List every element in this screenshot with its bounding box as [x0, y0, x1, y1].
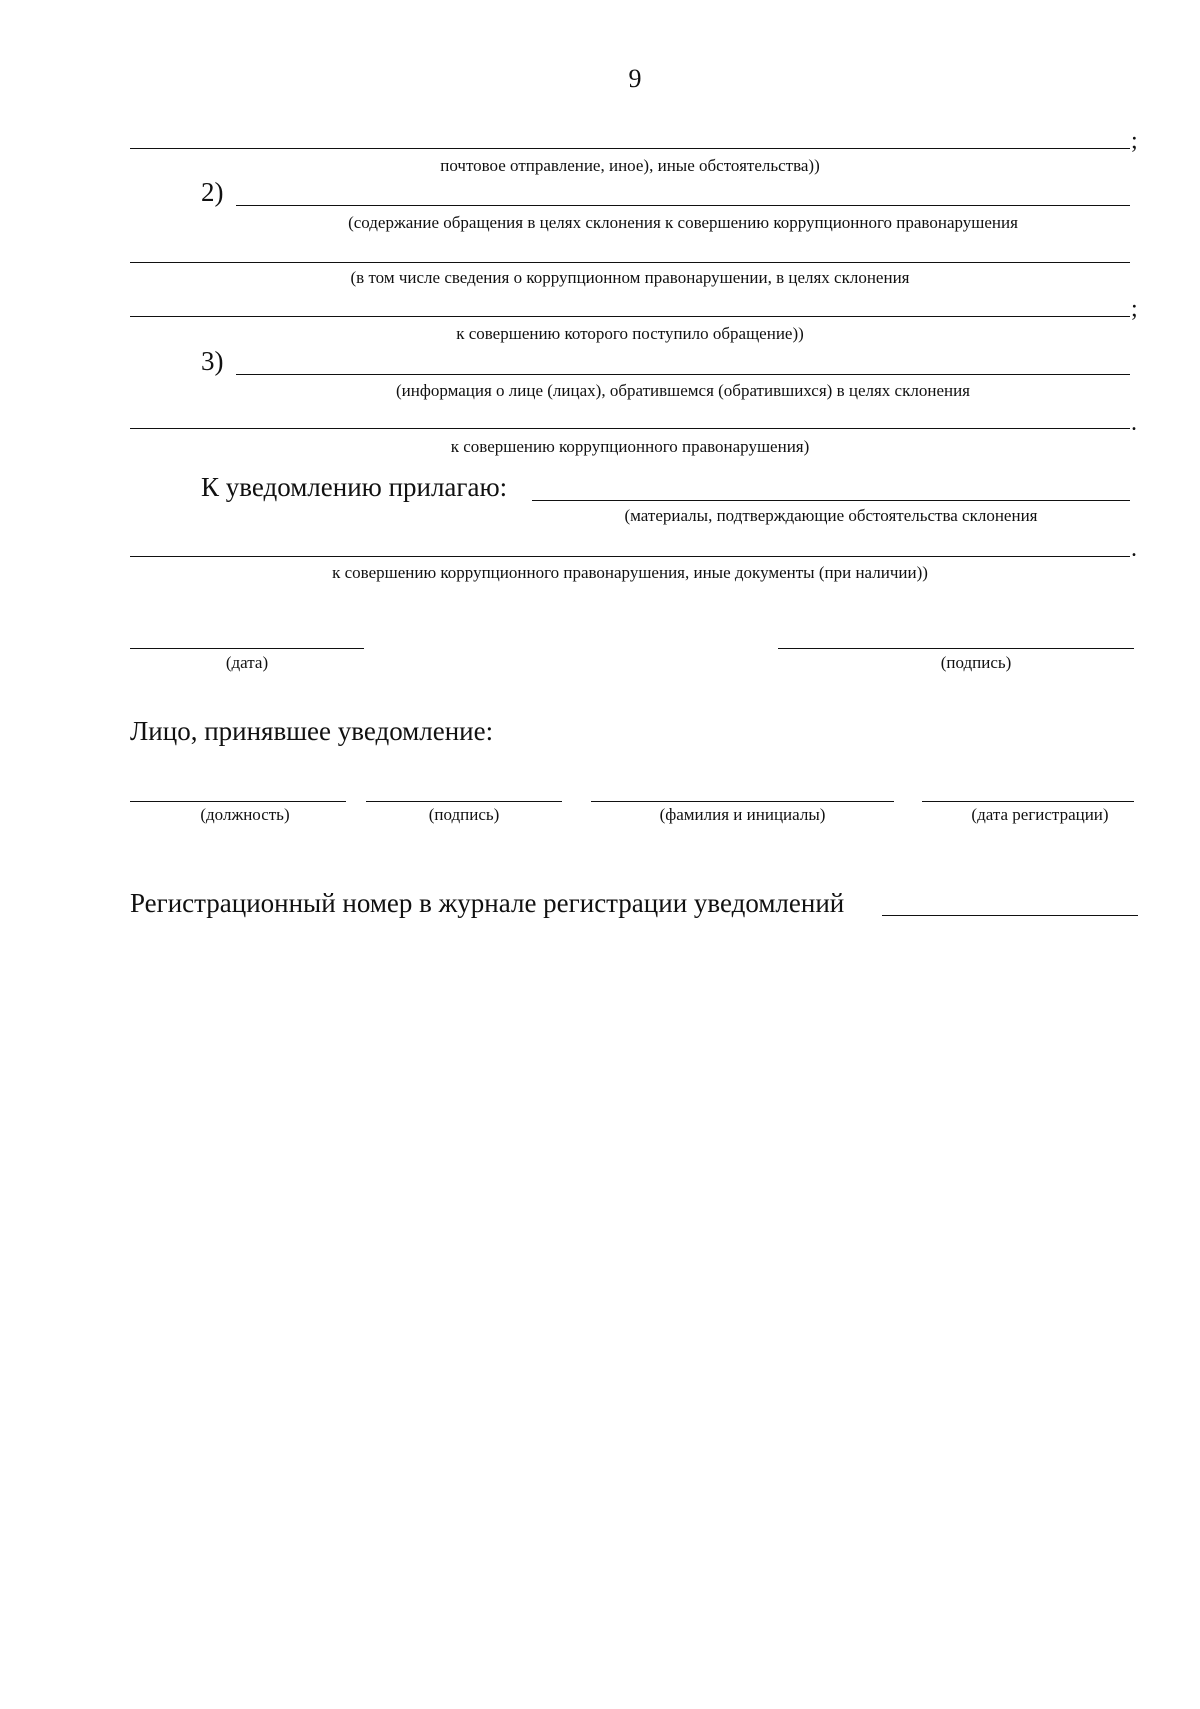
receiver-heading: Лицо, принявшее уведомление:	[130, 716, 494, 746]
page-number: 9	[628, 64, 642, 93]
attachment-label: К уведомлению прилагаю:	[201, 472, 508, 502]
field-line-2b[interactable]	[130, 262, 1130, 263]
receiver-signature-caption: (подпись)	[428, 805, 500, 824]
end-punct-3: .	[1131, 410, 1137, 436]
item-2-number: 2)	[201, 177, 224, 207]
attachment-field-line[interactable]	[532, 500, 1130, 501]
caption-attachment-1: (материалы, подтверждающие обстоятельства склонения	[624, 506, 1038, 525]
registration-label: Регистрационный номер в журнале регистрации уведомлений	[130, 888, 845, 918]
name-caption: (фамилия и инициалы)	[659, 805, 826, 824]
item-3-number: 3)	[201, 346, 224, 376]
field-line-2c[interactable]	[130, 316, 1130, 317]
end-punct-attachment: .	[1131, 536, 1137, 562]
caption-attachment-2: к совершению коррупционного правонарушения, иные документы (при наличии))	[332, 563, 928, 582]
receiver-signature-field-line[interactable]	[366, 801, 562, 802]
caption-item1-end: почтовое отправление, иное), иные обстоятельства))	[440, 156, 820, 175]
registration-date-field-line[interactable]	[922, 801, 1134, 802]
field-line-3a[interactable]	[236, 374, 1130, 375]
caption-item3-1: (информация о лице (лицах), обратившемся (обратившихся) в целях склонения	[395, 381, 970, 400]
registration-number-field-line[interactable]	[882, 915, 1138, 916]
caption-item3-2: к совершению коррупционного правонарушения)	[450, 437, 810, 456]
field-line-3b[interactable]	[130, 428, 1130, 429]
attachment-field-line-2[interactable]	[130, 556, 1130, 557]
registration-date-caption: (дата регистрации)	[971, 805, 1109, 824]
name-field-line[interactable]	[591, 801, 894, 802]
date-field-line[interactable]	[130, 648, 364, 649]
date-caption: (дата)	[225, 653, 269, 672]
field-line-2a[interactable]	[236, 205, 1130, 206]
caption-item2-1: (содержание обращения в целях склонения к совершению коррупционного правонарушения	[348, 213, 1018, 232]
end-punct-2: ;	[1131, 296, 1138, 322]
position-field-line[interactable]	[130, 801, 346, 802]
position-caption: (должность)	[200, 805, 290, 824]
signature-field-line[interactable]	[778, 648, 1134, 649]
signature-caption: (подпись)	[940, 653, 1012, 672]
field-line-1-end[interactable]	[130, 148, 1130, 149]
caption-item2-3: к совершению которого поступило обращение))	[456, 324, 804, 343]
caption-item2-2: (в том числе сведения о коррупционном правонарушении, в целях склонения	[350, 268, 910, 287]
end-punct-1: ;	[1131, 128, 1138, 154]
